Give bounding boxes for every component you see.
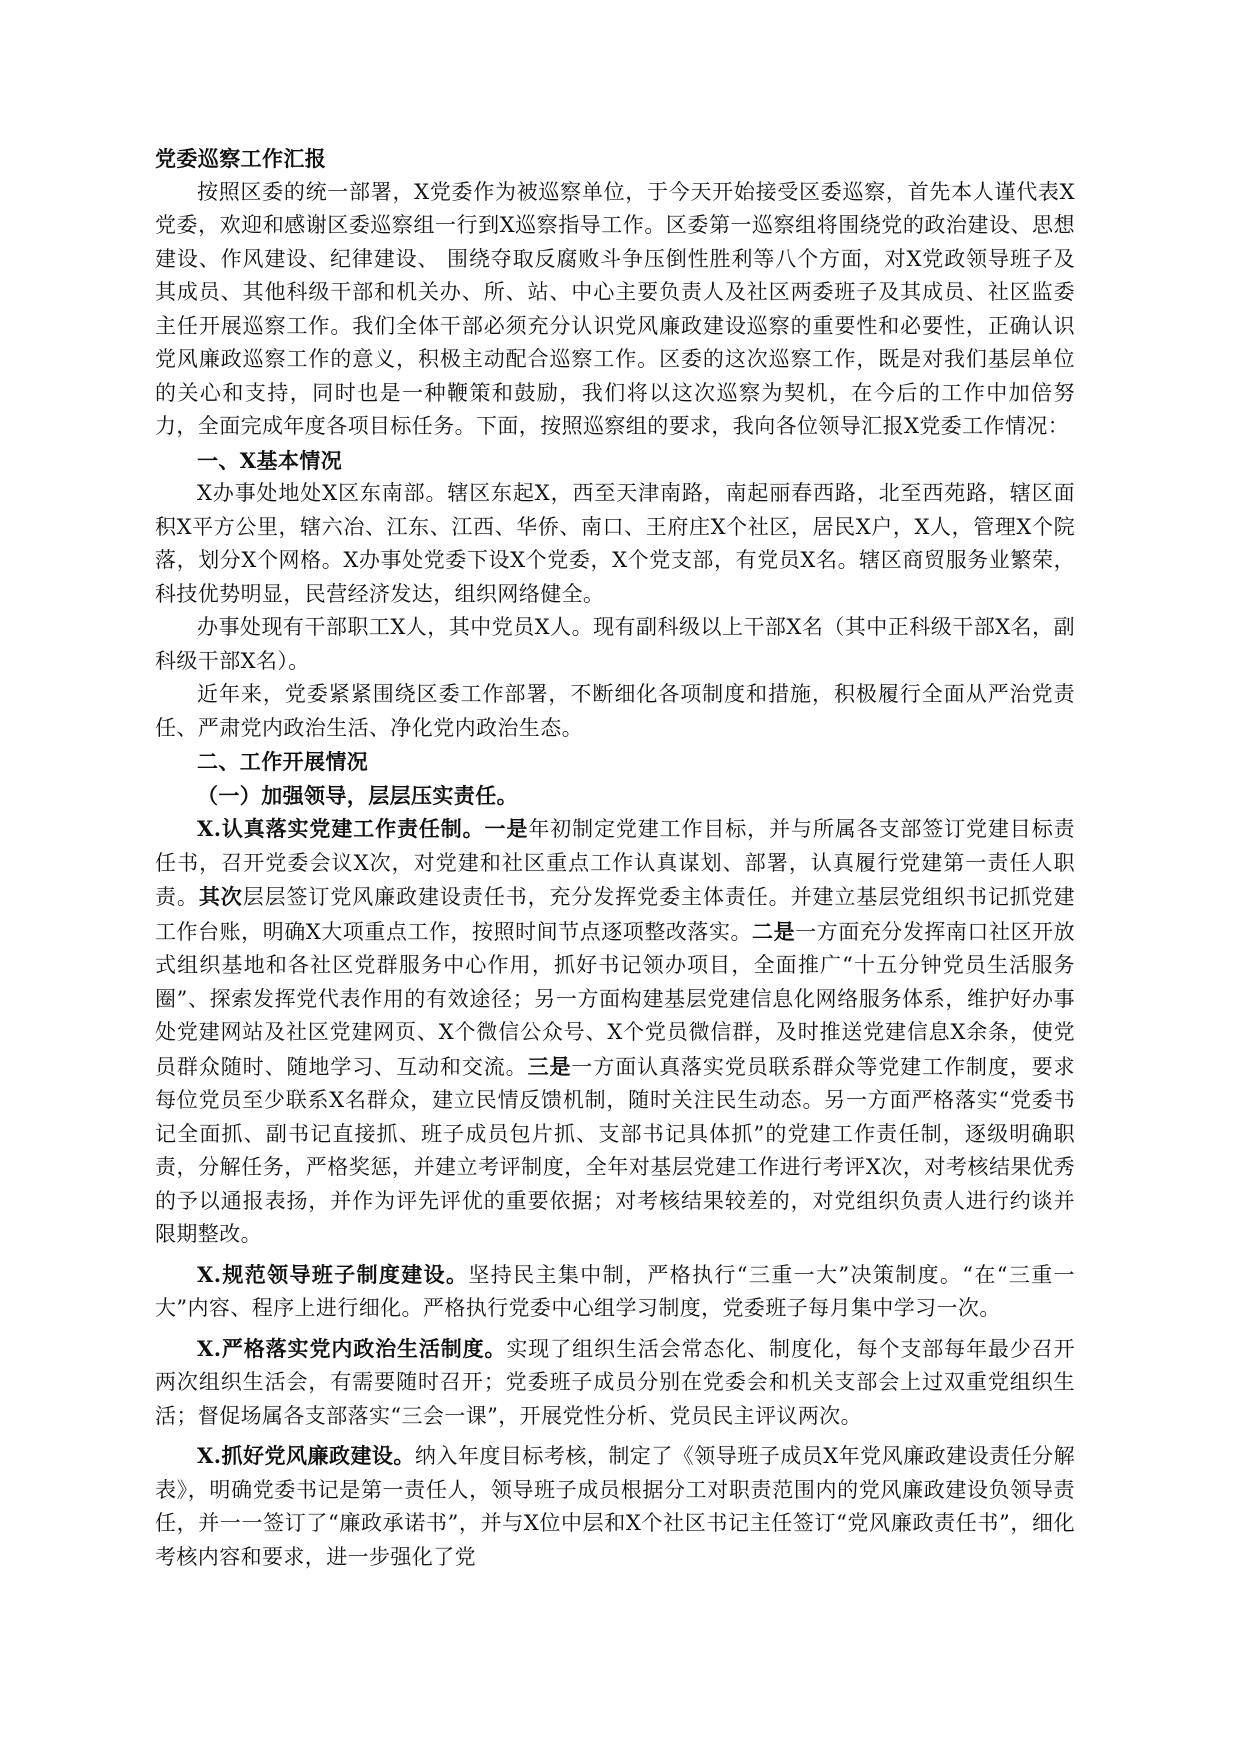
- subsection-1-heading: （一）加强领导，层层压实责任。: [197, 782, 518, 808]
- item-1-text-3: 一方面充分发挥南口社区开放式组织基地和各社区党群服务中心作用，抓好书记领办项目，全面推广“十五分钟党员生活服务圈”、探索发挥党代表作用的有效途径；另一方面构建基层党建信息化网络服务体系，维护好办事处党建网站及社区党建网页、X个微信公众号、X个党员微信群，及时推送党建信息X余条，使党员群众随时、随地学习、互动和交流。: [155, 919, 1075, 1079]
- item-2-lead: X.规范领导班子制度建设。: [197, 1261, 469, 1287]
- document-title: 党委巡察工作汇报: [155, 146, 327, 171]
- section-1-paragraph-3: 近年来，党委紧紧围绕区委工作部署，不断细化各项制度和措施，积极履行全面从严治党责任、严肃党内政治生活、净化党内政治生态。: [155, 682, 1075, 740]
- section-2-heading: 二、工作开展情况: [197, 749, 369, 774]
- section-1-paragraph-1: X办事处地处X区东南部。辖区东起X，西至天津南路，南起丽春西路，北至西苑路，辖区面积X平方公里，辖六冶、江东、江西、华侨、南口、王府庄X个社区，居民X户，X人，管理X个院落，划分X个网格。X办事处党委下设X个党委，X个党支部，有党员X名。辖区商贸服务业繁荣，科技优势明显，民营经济发达，组织网络健全。: [155, 481, 1075, 606]
- item-1-keyword-2: 其次: [198, 884, 243, 909]
- item-1-keyword-4: 三是: [527, 1053, 572, 1079]
- item-1-text-1: 年初制定党建工作目标，并与所属各支部签订党建目标责任书，召开党委会议X次，对党建和社区重点工作认真谋划、部署，认真履行党建第一责任人职责。: [155, 817, 1075, 909]
- item-1-keyword-1: 一是: [484, 816, 529, 841]
- item-1-text-2: 层层签订党风廉政建设责任书，充分发挥党委主体责任。并建立基层党组织书记抓党建工作台账，明确X大项重点工作，按照时间节点逐项整改落实。: [155, 885, 1075, 944]
- document-body: [155, 142, 1075, 1574]
- item-2-text: 坚持民主集中制，严格执行“三重一大”决策制度。“在“三重一大”内容、程序上进行细化。严格执行党委中心组学习制度，党委班子每月集中学习一次。: [155, 1262, 1075, 1320]
- item-4-lead: X.抓好党风廉政建设。: [197, 1443, 415, 1468]
- item-1-text-4: 一方面认真落实党员联系群众等党建工作制度，要求每位党员至少联系X名群众，建立民情反馈机制，随时关注民生动态。另一方面严格落实“党委书记全面抓、副书记直接抓、班子成员包片抓、支部书记具体抓”的党建工作责任制，逐级明确职责，分解任务，严格奖惩，并建立考评制度，全年对基层党建工作进行考评X次，对考核结果优秀的予以通报表扬，并作为评先评优的重要依据；对考核结果较差的，对党组织负责人进行约谈并限期整改。: [155, 1054, 1075, 1246]
- item-3-lead: X.严格落实党内政治生活制度。: [197, 1335, 507, 1361]
- item-4-paragraph: [155, 1439, 1075, 1574]
- item-1-paragraph: [155, 812, 1075, 1252]
- item-2-paragraph: [155, 1258, 1075, 1326]
- item-3-text: 实现了组织生活会常态化、制度化，每个支部每年最少召开两次组织生活会，有需要随时召开；党委班子成员分别在党委会和机关支部会上过双重党组织生活；督促场属各支部落实“三会一课”，开展党性分析、党员民主评议两次。: [155, 1336, 1075, 1428]
- item-1-keyword-3: 二是: [752, 918, 796, 944]
- item-3-paragraph: [155, 1332, 1075, 1434]
- section-1-heading: 一、X基本情况: [197, 447, 343, 473]
- intro-paragraph: 按照区委的统一部署，X党委作为被巡察单位，于今天开始接受区委巡察，首先本人谨代表X党委，欢迎和感谢区委巡察组一行到X巡察指导工作。区委第一巡察组将围绕党的政治建设、思想建设、作风建设、纪律建设、 围绕夺取反腐败斗争压倒性胜利等八个方面，对X党政领导班子及其成员、其他科级干部和机关办、所、站、中心主要负责人及社区两委班子及其成员、社区监委主任开展巡察工作。我们全体干部必须充分认识党风廉政建设巡察的重要性和必要性，正确认识党风廉政巡察工作的意义，积极主动配合巡察工作。区委的这次巡察工作，既是对我们基层单位的关心和支持，同时也是一种鞭策和鼓励，我们将以这次巡察为契机，在今后的工作中加倍努力，全面完成年度各项目标任务。下面，按照巡察组的要求，我向各位领导汇报X党委工作情况：: [155, 179, 1075, 438]
- section-1-paragraph-2: 办事处现有干部职工X人，其中党员X人。现有副科级以上干部X名（其中正科级干部X名，副科级干部X名）。: [155, 615, 1075, 673]
- item-1-lead: X.认真落实党建工作责任制。: [197, 816, 485, 841]
- item-4-text: 纳入年度目标考核，制定了《领导班子成员X年党风廉政建设责任分解表》，明确党委书记是第一责任人，领导班子成员根据分工对职责范围内的党风廉政建设负领导责任，并一一签订了“廉政承诺书”，并与X位中层和X个社区书记主任签订“党风廉政责任书”，细化考核内容和要求，进一步强化了党: [155, 1444, 1075, 1569]
